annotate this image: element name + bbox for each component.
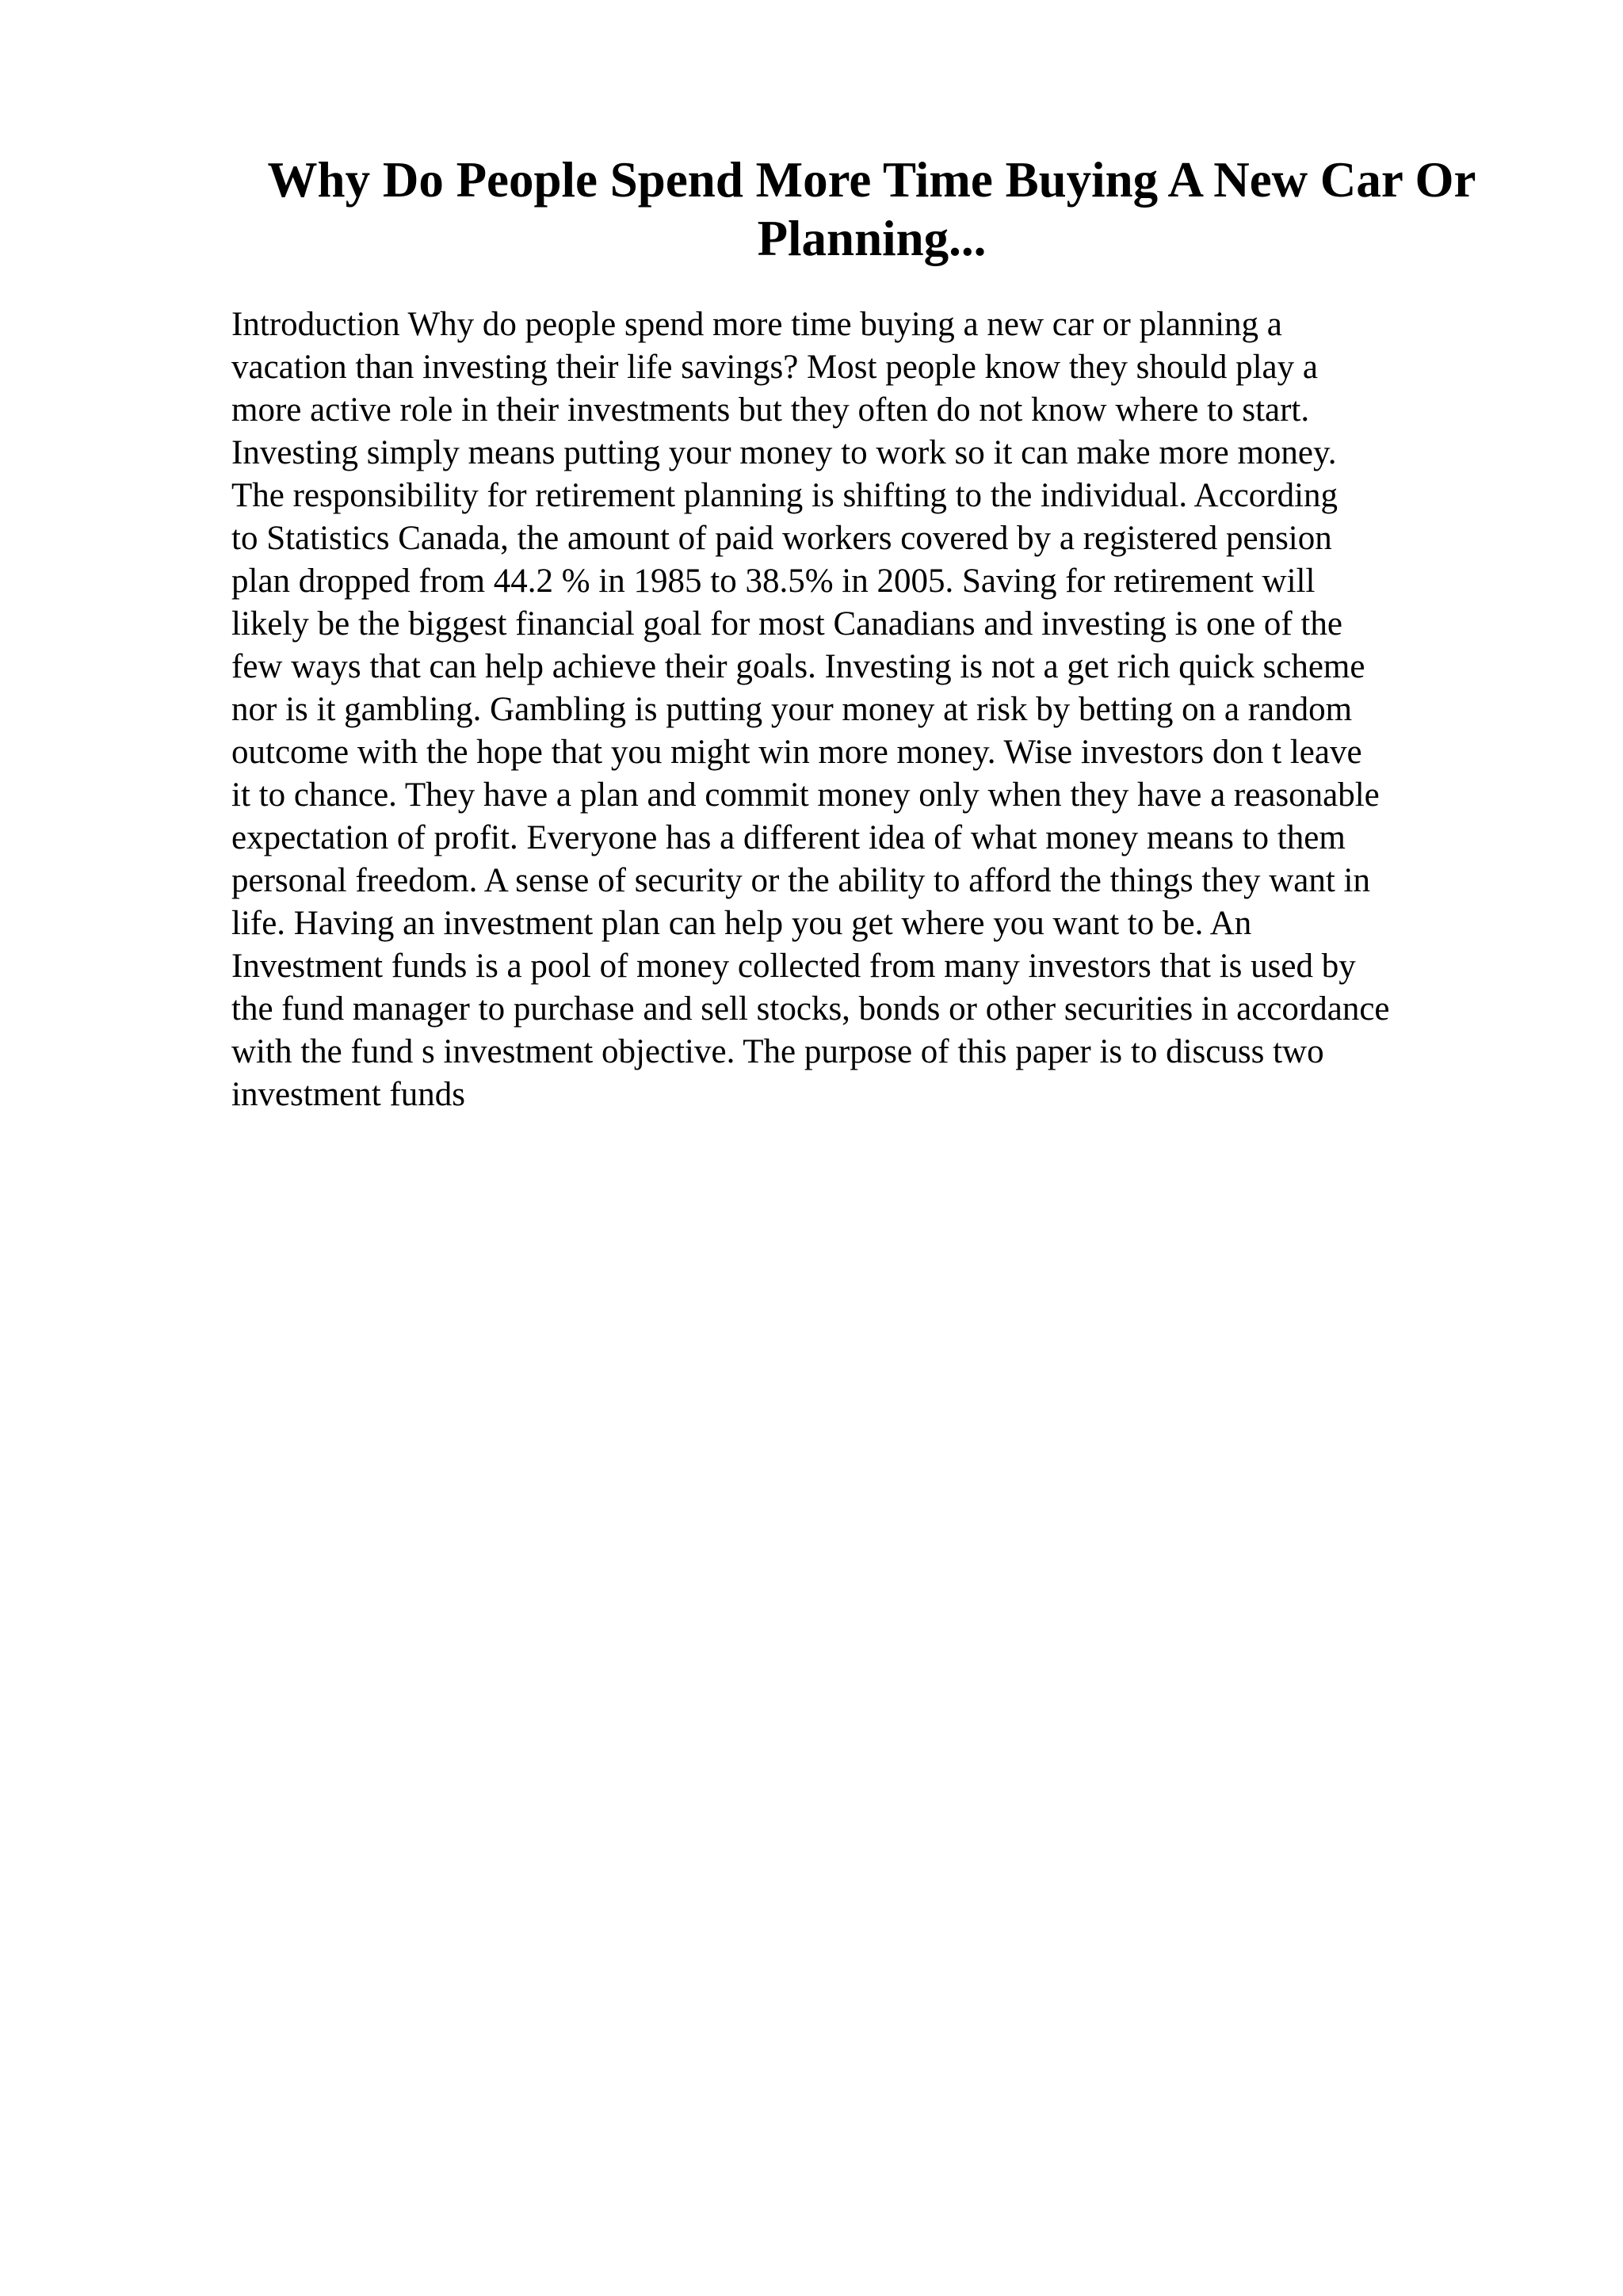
body-line: the fund manager to purchase and sell stocks, bonds or other securities in accordance <box>231 990 1390 1028</box>
body-line: outcome with the hope that you might win more money. Wise investors don t leave <box>231 734 1362 771</box>
document-title <box>238 151 1506 268</box>
body-line: few ways that can help achieve their goals. Investing is not a get rich quick scheme <box>231 648 1365 685</box>
body-line: it to chance. They have a plan and commit money only when they have a reasonable <box>231 776 1380 814</box>
body-line: investment funds <box>231 1076 465 1113</box>
body-line: more active role in their investments but they often do not know where to start. <box>231 391 1310 429</box>
body-line: personal freedom. A sense of security or the ability to afford the things they want in <box>231 862 1370 899</box>
body-line: nor is it gambling. Gambling is putting your money at risk by betting on a random <box>231 691 1353 728</box>
body-line: with the fund s investment objective. The purpose of this paper is to discuss two <box>231 1033 1324 1070</box>
body-line: Investing simply means putting your money to work so it can make more money. <box>231 434 1337 471</box>
title-line: Why Do People Spend More Time Buying A New Car Or <box>267 152 1476 208</box>
body-line: vacation than investing their life savings? Most people know they should play a <box>231 349 1318 386</box>
body-line: The responsibility for retirement planning is shifting to the individual. According <box>231 477 1338 514</box>
body-line: to Statistics Canada, the amount of paid workers covered by a registered pension <box>231 520 1332 557</box>
body-line: Investment funds is a pool of money collected from many investors that is used by <box>231 948 1356 985</box>
body-line: expectation of profit. Everyone has a different idea of what money means to them <box>231 819 1346 856</box>
body-line: Introduction Why do people spend more time buying a new car or planning a <box>231 306 1282 343</box>
body-line: plan dropped from 44.2 % in 1985 to 38.5% in 2005. Saving for retirement will <box>231 563 1316 600</box>
body-paragraph <box>231 303 1499 1116</box>
body-line: likely be the biggest financial goal for most Canadians and investing is one of the <box>231 605 1342 643</box>
title-line: Planning... <box>757 211 987 266</box>
body-line: life. Having an investment plan can help you get where you want to be. An <box>231 905 1252 942</box>
